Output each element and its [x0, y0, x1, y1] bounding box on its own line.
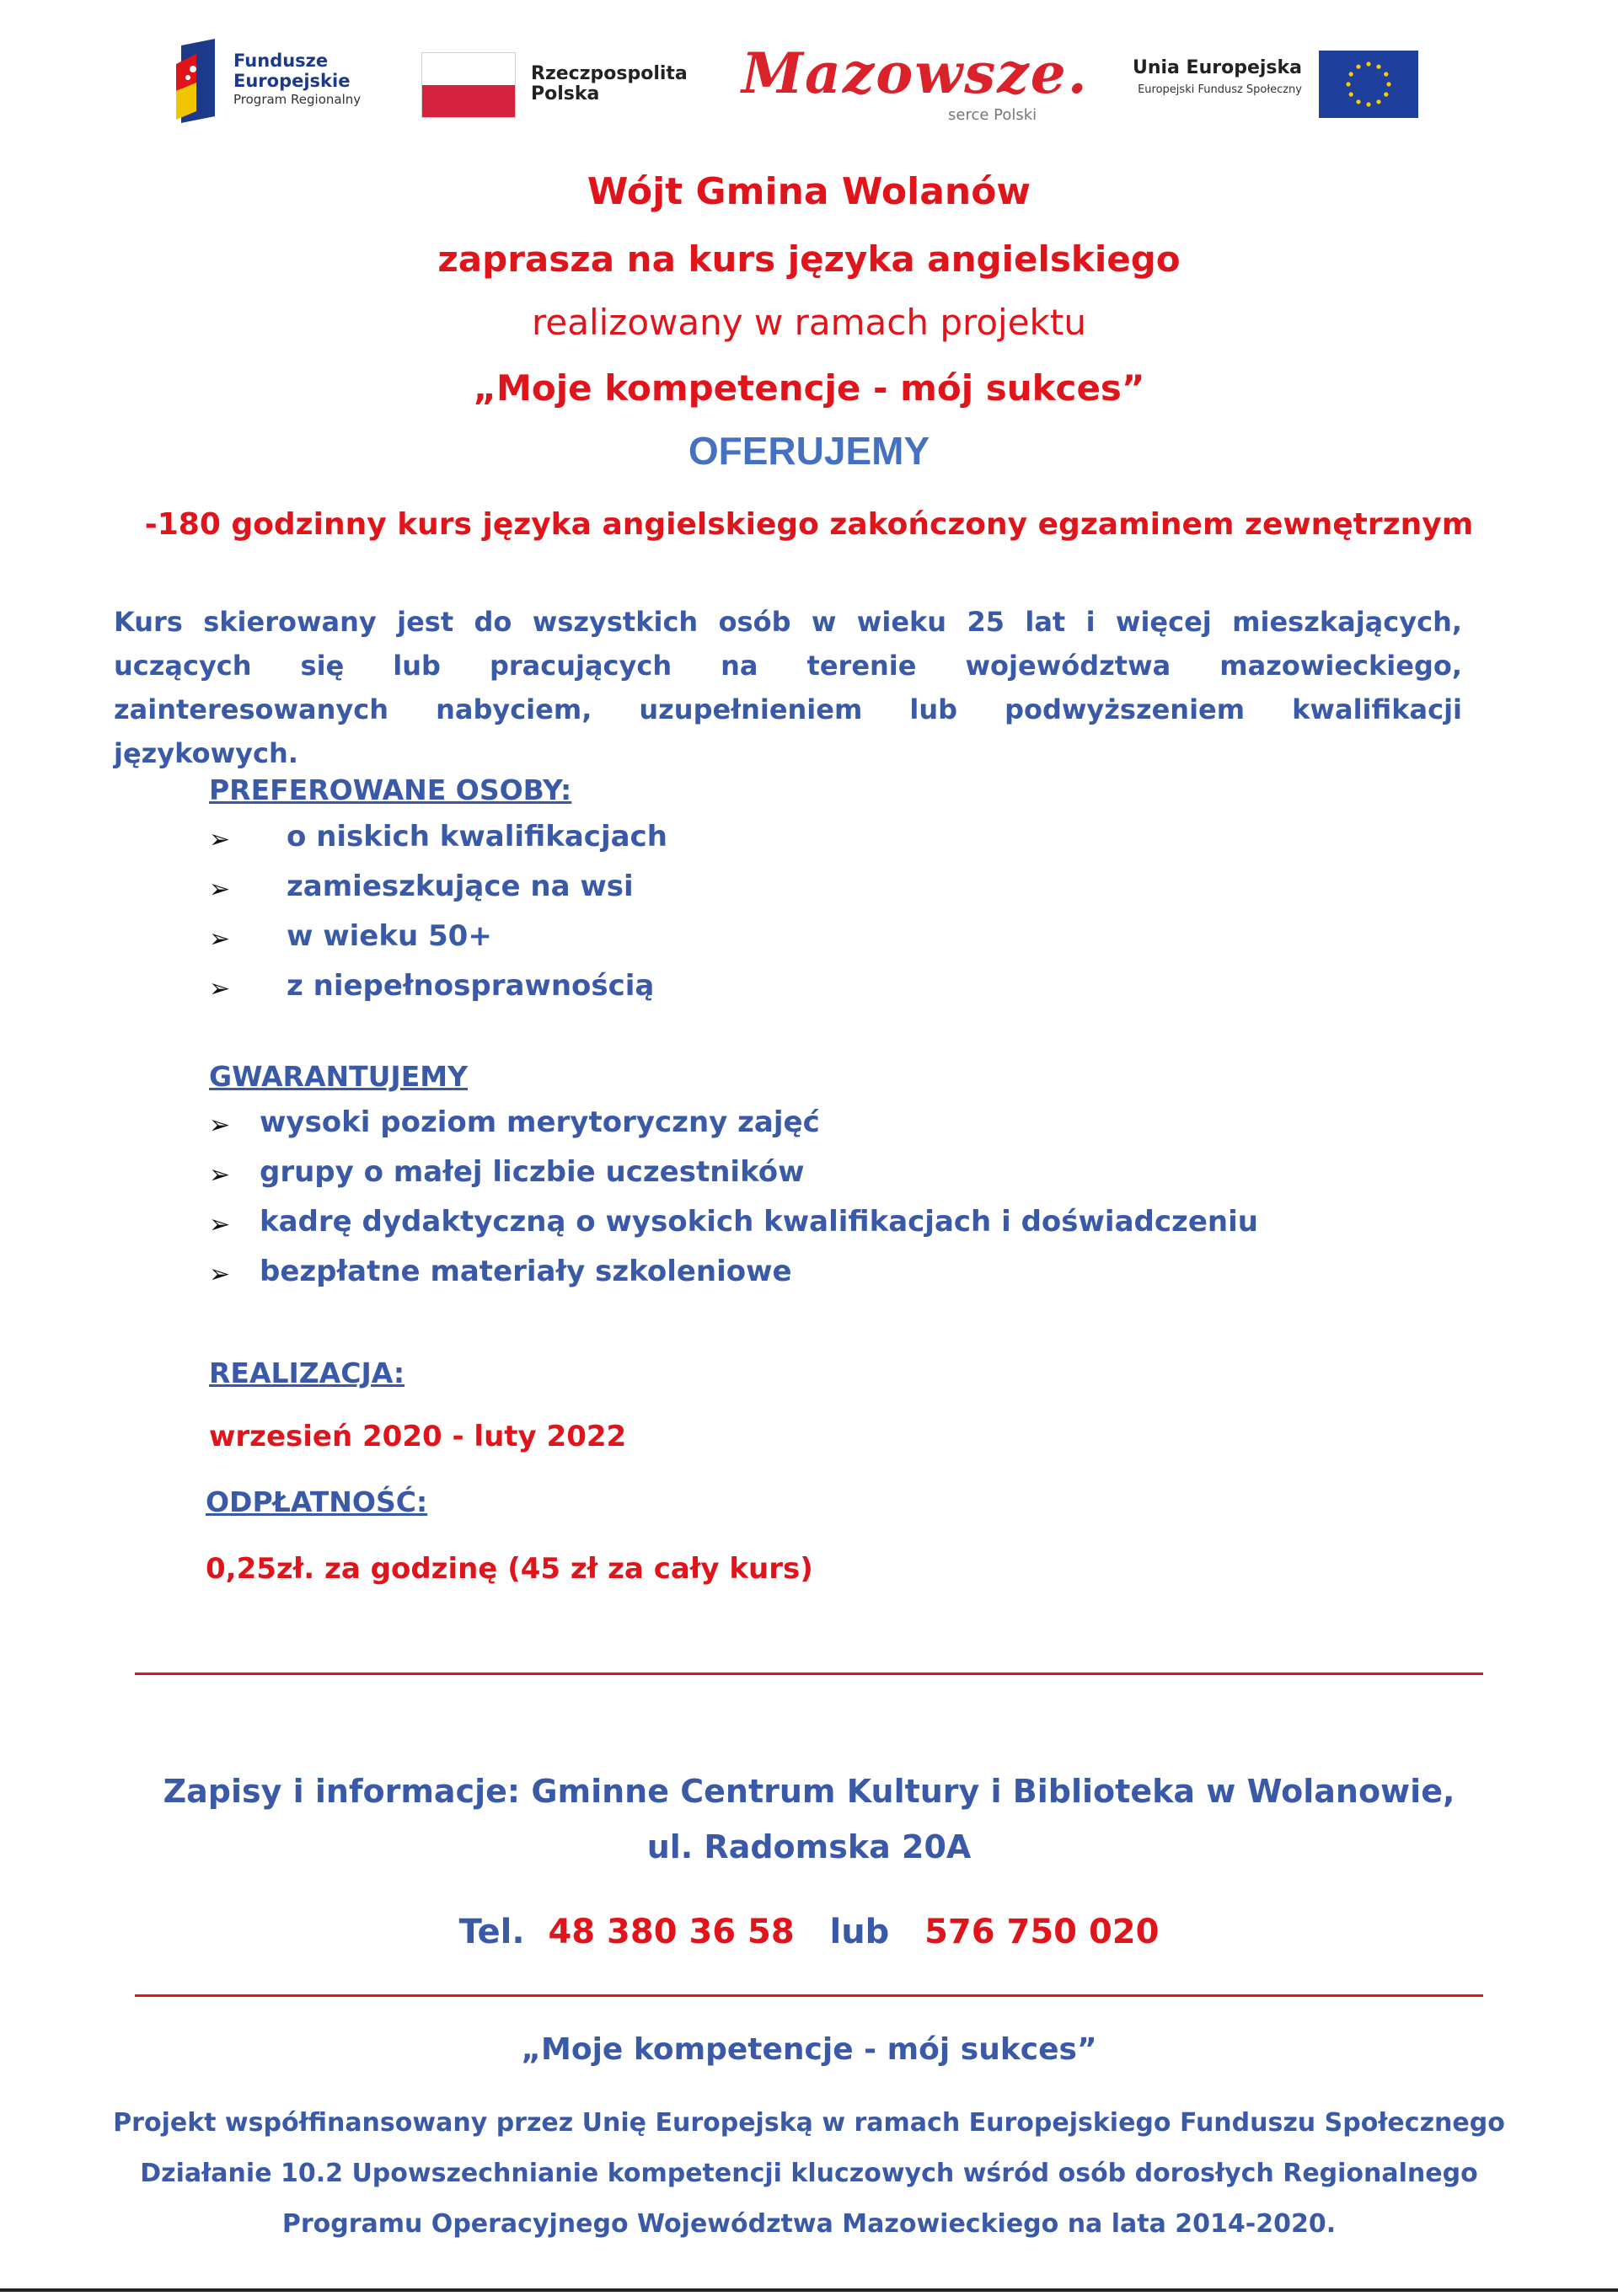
ue-line-2: Europejski Fundusz Społeczny	[1138, 83, 1302, 96]
fundusze-europejskie-icon	[173, 39, 222, 123]
phone-number-1[interactable]: 48 380 36 58	[548, 1913, 795, 1951]
heading-line-3: realizowany w ramach projektu	[532, 302, 1086, 343]
arrow-bullet-icon: ➢	[209, 875, 231, 904]
bottom-border	[0, 2288, 1618, 2292]
realization-title: REALIZACJA:	[209, 1357, 405, 1389]
polish-flag-icon	[421, 52, 516, 118]
payment-value: 0,25zł. za godzinę (45 zł za cały kurs)	[206, 1552, 813, 1586]
contact-line-2: ul. Radomska 20A	[646, 1828, 972, 1865]
arrow-bullet-icon: ➢	[209, 1160, 231, 1190]
preferred-section-title: PREFEROWANE OSOBY:	[209, 773, 572, 806]
logo-bar	[0, 34, 1618, 135]
rp-line-2: Polska	[531, 83, 600, 105]
phone-number-2[interactable]: 576 750 020	[924, 1913, 1160, 1951]
rzeczpospolita-polska-text	[531, 64, 688, 104]
phone-or: lub	[829, 1913, 890, 1951]
unia-europejska-logo	[1108, 34, 1412, 126]
list-item-text: bezpłatne materiały szkoleniowe	[260, 1255, 792, 1288]
divider-line	[135, 1672, 1483, 1675]
fe-line-2: Europejskie	[233, 71, 351, 92]
fundusze-europejskie-text	[233, 51, 361, 108]
ue-line-1: Unia Europejska	[1132, 57, 1302, 78]
arrow-bullet-icon: ➢	[209, 974, 231, 1003]
fe-line-3: Program Regionalny	[233, 92, 362, 108]
arrow-bullet-icon: ➢	[209, 1260, 231, 1289]
course-description: Kurs skierowany jest do wszystkich osób w wieku 25 lat i więcej mieszkających, uczących się lub pracujących na terenie województwa mazowieckiego, zainteresowanych nabyciem, uzupełnieniem lub podwyższeniem kwalifikacji językowych.	[114, 606, 1462, 769]
fundusze-europejskie-logo	[173, 34, 383, 126]
phone-line	[0, 1913, 1618, 1951]
list-item-text: zamieszkujące na wsi	[287, 870, 634, 903]
rzeczpospolita-polska-logo	[421, 34, 699, 126]
arrow-bullet-icon: ➢	[209, 825, 231, 854]
contact-line-1: Zapisy i informacje: Gminne Centrum Kultury i Biblioteka w Wolanowie,	[163, 1773, 1455, 1810]
list-item-text: wysoki poziom merytoryczny zajęć	[260, 1105, 820, 1139]
heading-line-2: zaprasza na kurs języka angielskiego	[437, 238, 1181, 280]
footer-project-name: „Moje kompetencje - mój sukces”	[521, 2032, 1097, 2067]
arrow-bullet-icon: ➢	[209, 924, 231, 954]
fe-line-1: Fundusze	[233, 51, 329, 71]
rp-line-1: Rzeczpospolita	[531, 63, 688, 84]
phone-label: Tel.	[458, 1913, 525, 1951]
mazowsze-wordmark: Mazowsze.	[742, 40, 1089, 106]
divider-line	[135, 1994, 1483, 1997]
list-item-text: grupy o małej liczbie uczestników	[260, 1155, 805, 1189]
footer-line-2: Działanie 10.2 Upowszechnianie kompetencji kluczowych wśród osób dorosłych Regionalnego	[140, 2159, 1478, 2188]
arrow-bullet-icon: ➢	[209, 1210, 231, 1239]
guarantee-section-title: GWARANTUJEMY	[209, 1060, 468, 1093]
arrow-bullet-icon: ➢	[209, 1111, 231, 1140]
realization-value: wrzesień 2020 - luty 2022	[209, 1420, 627, 1453]
heading-line-1: Wójt Gmina Wolanów	[587, 170, 1031, 213]
offer-title: OFERUJEMY	[688, 429, 930, 473]
offer-text: -180 godzinny kurs języka angielskiego zakończony egzaminem zewnętrznym	[144, 507, 1474, 542]
list-item-text: w wieku 50+	[287, 919, 492, 953]
project-name-heading: „Moje kompetencje - mój sukces”	[473, 367, 1145, 409]
payment-title: ODPŁATNOŚĆ:	[206, 1485, 428, 1518]
footer-line-1: Projekt współfinansowany przez Unię Europejską w ramach Europejskiego Funduszu Społecznego	[113, 2108, 1505, 2138]
list-item-text: z niepełnosprawnością	[287, 969, 655, 1003]
list-item-text: kadrę dydaktyczną o wysokich kwalifikacjach i doświadczeniu	[260, 1205, 1258, 1239]
mazowsze-tagline: serce Polski	[948, 106, 1037, 124]
unia-europejska-text	[1108, 57, 1302, 96]
footer-line-3: Programu Operacyjnego Województwa Mazowieckiego na lata 2014-2020.	[281, 2209, 1337, 2239]
eu-flag-icon	[1319, 51, 1418, 118]
list-item-text: o niskich kwalifikacjach	[287, 820, 667, 854]
mazowsze-logo	[742, 34, 1089, 126]
